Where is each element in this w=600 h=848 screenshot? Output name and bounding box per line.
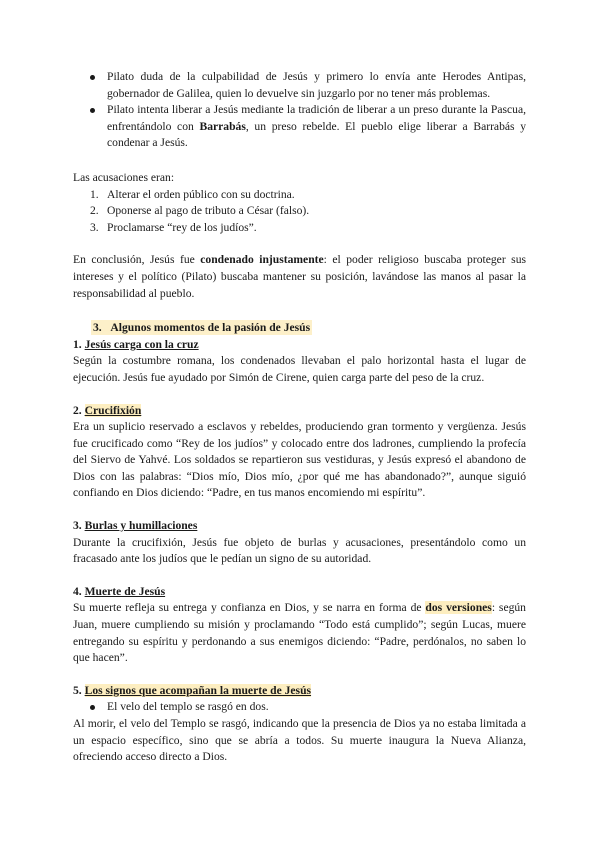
moment-heading	[73, 584, 526, 601]
intro-bullet-list	[73, 69, 526, 152]
item-text: Alterar el orden público con su doctrina.	[107, 187, 295, 201]
list-item	[73, 220, 526, 237]
moment-paragraph: Al morir, el velo del Templo se rasgó, indicando que la presencia de Dios ya no estaba limitada a un espacio específico, sino que se abría a todos. Su muerte inaugura la Nueva Alianza, ofreciendo acceso directo a Dios.	[73, 717, 526, 764]
moment-heading	[73, 518, 526, 535]
bold-term: Barrabás	[199, 119, 246, 133]
moment-number: 4.	[73, 584, 82, 598]
list-item	[73, 102, 526, 152]
bullet-icon	[90, 705, 95, 710]
bold-term: condenado injustamente	[200, 253, 324, 267]
moment-number: 1.	[73, 337, 82, 351]
section-heading	[73, 320, 526, 337]
moment-heading	[73, 337, 526, 354]
moment-heading	[73, 403, 526, 420]
bullet-text: Pilato intenta liberar a Jesús mediante la tradición de liberar a un preso durante la Pascua, enfrentándolo con	[107, 103, 526, 133]
bullet-text: , un preso rebelde. El pueblo elige liberar a Barrabás y condenar a Jesús.	[107, 119, 527, 150]
paragraph-text: Su muerte refleja su entrega y confianza en Dios, y se narra en forma de	[73, 601, 426, 615]
accusations-list	[73, 187, 526, 237]
signs-bullet-list	[73, 699, 526, 716]
list-item	[73, 187, 526, 204]
moment-title: Los signos que acompañan la muerte de Jesús	[84, 683, 312, 697]
moment-paragraph	[73, 600, 526, 666]
list-item	[73, 69, 526, 102]
item-number: 1.	[90, 187, 99, 201]
section-title: Algunos momentos de la pasión de Jesús	[110, 321, 311, 335]
bullet-icon	[90, 108, 95, 113]
bullet-text: Pilato duda de la culpabilidad de Jesús y primero lo envía ante Herodes Antipas, gobernador de Galilea, quien lo devuelve sin juzgarlo por no tener más problemas.	[107, 70, 526, 100]
bullet-icon	[90, 75, 95, 80]
paragraph-text: : el poder religioso buscaba proteger sus intereses y el político (Pilato) buscaba mantener su posición, lavándose las manos al pasar la responsabilidad al pueblo.	[73, 253, 527, 300]
moment-paragraph: Según la costumbre romana, los condenados llevaban el palo horizontal hasta el lugar de ejecución. Jesús fue ayudado por Simón de Cirene, quien carga parte del peso de la cruz.	[73, 354, 526, 384]
moment-paragraph: Era un suplicio reservado a esclavos y rebeldes, produciendo gran tormento y vergüenza. Jesús fue crucificado como “Rey de los judíos” y colocado entre dos ladrones, cumpliendo la profecía del Siervo de Yahvé. Los soldados se repartieron sus vestiduras, y Jesús expresó el abandono de Dios con las palabras: “Dios mío, Dios mío, ¿por qué me has abandonado?”, aunque siguió confiando en Dios diciendo: “Padre, en tus manos encomiendo mi espíritu”.	[73, 420, 526, 500]
item-number: 2.	[90, 204, 99, 218]
moment-title: Crucifixión	[84, 403, 142, 417]
item-number: 3.	[90, 220, 99, 234]
page-content	[73, 69, 526, 766]
list-item	[73, 699, 526, 716]
moment-heading	[73, 683, 526, 700]
accusations-label: Las acusaciones eran:	[73, 170, 175, 184]
conclusion-paragraph	[73, 252, 526, 302]
moment-title: Burlas y humillaciones	[84, 519, 198, 533]
paragraph-text: : según Juan, muere cumpliendo su misión y proclamando “Todo está cumplido”; según Lucas, muere entregando su espíritu y perdonando a sus enemigos diciendo: “Padre, perdónalos, no saben lo que hacen”.	[73, 601, 526, 665]
moment-title: Muerte de Jesús	[84, 584, 166, 598]
moment-number: 3.	[73, 519, 82, 533]
bullet-text: El velo del templo se rasgó en dos.	[107, 700, 269, 714]
paragraph-text: En conclusión, Jesús fue	[73, 253, 201, 267]
bold-term: dos versiones	[425, 601, 492, 615]
list-item	[73, 203, 526, 220]
section-number: 3.	[93, 321, 102, 335]
moment-number: 2.	[73, 403, 82, 417]
item-text: Oponerse al pago de tributo a César (falso).	[107, 204, 310, 218]
moment-number: 5.	[73, 683, 82, 697]
moment-title: Jesús carga con la cruz	[84, 337, 199, 351]
moment-paragraph: Durante la crucifixión, Jesús fue objeto de burlas y acusaciones, presentándolo como un fracasado ante los judíos que le pedían un signo de su autoridad.	[73, 535, 526, 566]
item-text: Proclamarse “rey de los judíos”.	[107, 220, 257, 234]
